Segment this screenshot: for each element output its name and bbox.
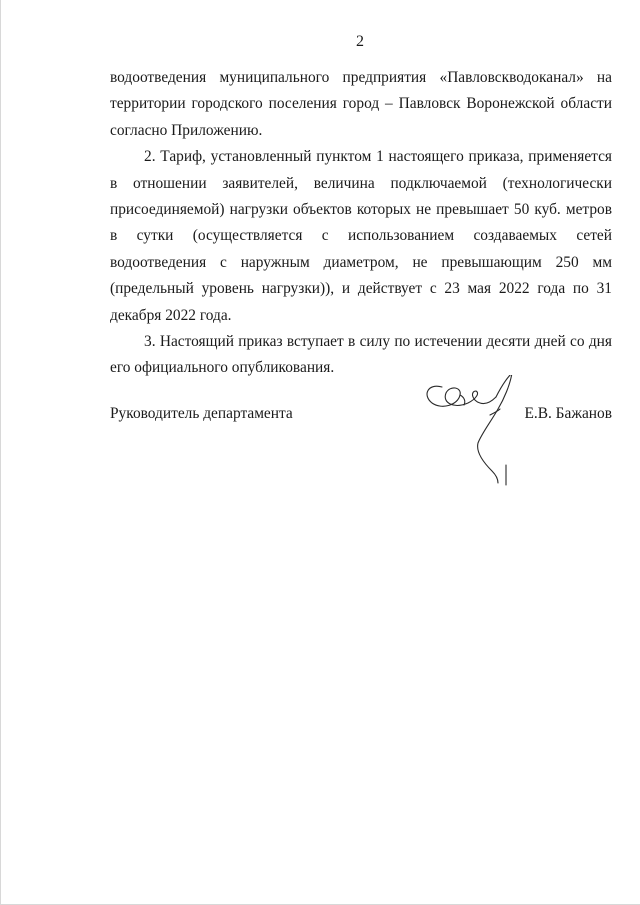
document-body xyxy=(110,65,612,382)
paragraph-continuation: водоотведения муниципального предприятия «Павловскводоканал» на территории городского поселения город – Павловск Воронежской области согласно Приложению. xyxy=(110,69,612,139)
paragraph-tariff: 2. Тариф, установленный пунктом 1 настоящего приказа, применяется в отношении заявителей, величина подключаемой (технологически присоединяемой) нагрузки объектов которых не превышает 50 куб. метров в сутки (осуществляется с использованием создаваемых сетей водоотведения с наружным диаметром, не превышающим 250 мм (предельный уровень нагрузки)), и действует с 23 мая 2022 года по 31 декабря 2022 года. xyxy=(110,148,612,324)
signature-block xyxy=(110,405,612,495)
paragraph-effective-date: 3. Настоящий приказ вступает в силу по истечении десяти дней со дня его официального опубликования. xyxy=(110,333,612,377)
signatory-name: Е.В. Бажанов xyxy=(524,405,612,422)
signatory-title: Руководитель департамента xyxy=(110,405,293,422)
handwritten-signature xyxy=(420,375,525,490)
page-number: 2 xyxy=(356,33,364,50)
